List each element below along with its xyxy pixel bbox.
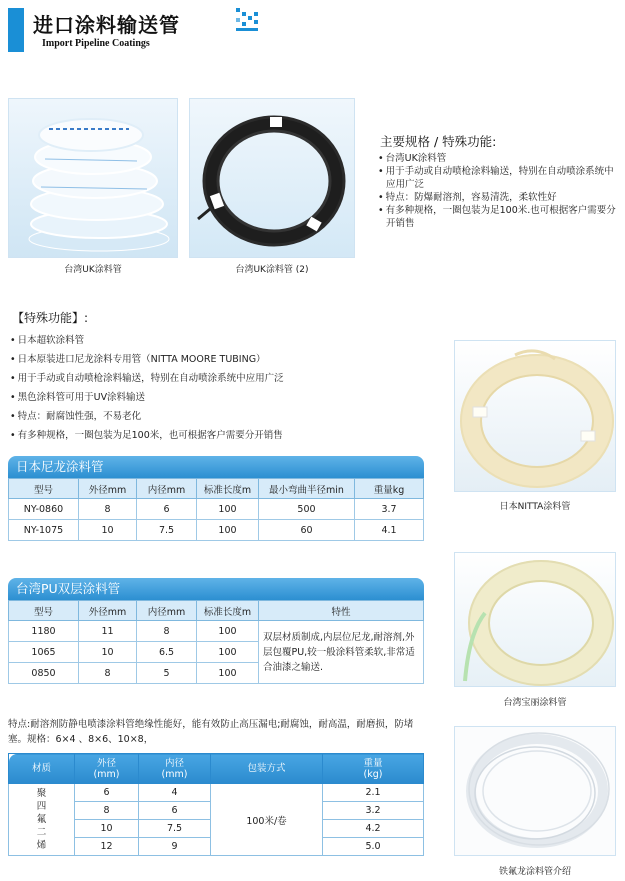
column-header: 标准长度m	[197, 479, 259, 499]
table-cell: 4.2	[323, 820, 424, 838]
teflon-note: 特点:耐溶剂防静电喷漆涂料管绝缘性能好，能有效防止高压漏电;耐腐蚀，耐高温，耐磨损，防堵塞。规格：6×4 、8×6、10×8，	[8, 719, 414, 745]
table-cell: 100	[197, 520, 259, 541]
feature-item: • 日本原装进口尼龙涂料专用管（NITTA MOORE TUBING）	[10, 350, 430, 369]
pu-table	[8, 578, 424, 684]
column-header: 型号	[9, 479, 79, 499]
column-header: 外径mm	[79, 601, 137, 621]
table-cell: 3.7	[355, 499, 424, 520]
table-cell: 100	[197, 621, 259, 642]
column-header	[139, 754, 211, 784]
table-row	[9, 499, 424, 520]
column-header: 外径mm	[79, 479, 137, 499]
spec-item: • 台湾UK涂料管	[378, 152, 623, 165]
column-header	[323, 754, 424, 784]
table-cell: 3.2	[323, 802, 424, 820]
table-cell: NY-0860	[9, 499, 79, 520]
column-header-unit: (mm)	[161, 768, 188, 780]
column-header: 内径mm	[137, 479, 197, 499]
spec-item: • 有多种规格，一圈包装为足100米.也可根据客户需要分开销售	[378, 204, 623, 230]
pixel-logo-icon	[236, 8, 258, 32]
table-cell: NY-1075	[9, 520, 79, 541]
column-header: 内径mm	[137, 601, 197, 621]
baoli-tube-photo	[454, 552, 616, 687]
table-header-row	[9, 479, 424, 499]
column-header-label: 内径	[164, 757, 184, 769]
table-cell: 100	[197, 499, 259, 520]
table-cell: 8	[75, 802, 139, 820]
table-cell: 6	[75, 784, 139, 802]
table-cell: 6.5	[137, 642, 197, 663]
table-cell: 1180	[9, 621, 79, 642]
page-title: 进口涂料输送管	[33, 13, 180, 37]
spec-item: • 特点：防爆耐溶剂，容易清洗，柔软性好	[378, 191, 623, 204]
column-header-unit: (mm)	[93, 768, 120, 780]
packing-cell: 100米/卷	[211, 784, 323, 856]
table-row	[9, 520, 424, 541]
table-cell: 5.0	[323, 838, 424, 856]
uk-tube-caption: 台湾UK涂料管	[64, 265, 122, 275]
teflon-table	[8, 753, 424, 856]
table-cell: 1065	[9, 642, 79, 663]
column-header-label: 材质	[31, 763, 51, 774]
table-header-row	[9, 754, 424, 784]
column-header-label: 包装方式	[247, 763, 286, 774]
table-cell: 9	[139, 838, 211, 856]
teflon-tube-caption: 铁氟龙涂料管介绍	[498, 867, 571, 877]
table-cell: 11	[79, 621, 137, 642]
material-cell	[9, 784, 75, 856]
table-cell: 6	[139, 802, 211, 820]
uk-tube-photo	[8, 98, 178, 258]
table-row	[9, 784, 424, 802]
table-cell: 100	[197, 663, 259, 684]
column-header	[75, 754, 139, 784]
pu-spec-table	[8, 600, 424, 684]
feature-item: • 日本超软涂料管	[10, 331, 430, 350]
table-cell: 10	[75, 820, 139, 838]
table-header-row	[9, 601, 424, 621]
nylon-table	[8, 456, 424, 541]
table-cell: 8	[79, 499, 137, 520]
column-header: 标准长度m	[197, 601, 259, 621]
uk-black-tube-caption: 台湾UK涂料管 (2)	[235, 265, 309, 275]
table-cell: 10	[79, 520, 137, 541]
features-list	[10, 331, 430, 445]
nitta-tube-caption: 日本NITTA涂料管	[499, 502, 571, 512]
property-cell: 双层材质制成,内层位尼龙,耐溶剂,外层包覆PU,较一般涂料管柔软,非常适合油漆之输送.	[259, 621, 424, 684]
table-cell: 12	[75, 838, 139, 856]
table-row	[9, 621, 424, 642]
column-header-label: 外径	[96, 757, 116, 769]
table-cell: 4	[139, 784, 211, 802]
teflon-tube-photo	[454, 726, 616, 856]
teflon-spec-table	[8, 753, 424, 856]
pu-table-title: 台湾PU双层涂料管	[8, 578, 424, 600]
column-header: 特性	[259, 601, 424, 621]
column-header: 型号	[9, 601, 79, 621]
nylon-table-title: 日本尼龙涂料管	[8, 456, 424, 478]
column-header-label: 重量	[363, 757, 383, 769]
column-header: 最小弯曲半径min	[259, 479, 355, 499]
uk-black-tube-photo	[189, 98, 355, 258]
table-cell: 10	[79, 642, 137, 663]
nitta-tube-photo	[454, 340, 616, 492]
material-label: 聚四氟二烯	[36, 788, 47, 851]
table-cell: 60	[259, 520, 355, 541]
feature-item: • 特点：耐腐蚀性强，不易老化	[10, 407, 430, 426]
table-cell: 5	[137, 663, 197, 684]
nylon-spec-table	[8, 478, 424, 541]
table-cell: 500	[259, 499, 355, 520]
features-heading: 【特殊功能】:	[12, 311, 89, 325]
specs-heading: 主要规格 / 特殊功能:	[380, 134, 497, 149]
table-cell: 100	[197, 642, 259, 663]
header-accent-bar	[8, 8, 24, 52]
baoli-tube-caption: 台湾宝丽涂料管	[503, 698, 567, 708]
table-cell: 2.1	[323, 784, 424, 802]
table-cell: 4.1	[355, 520, 424, 541]
table-cell: 8	[79, 663, 137, 684]
feature-item: • 用于手动或自动喷枪涂料输送，特别在自动喷涂系统中应用广泛	[10, 369, 430, 388]
page-subtitle: Import Pipeline Coatings	[42, 38, 150, 49]
feature-item: • 黑色涂料管可用于UV涂料输送	[10, 388, 430, 407]
table-cell: 6	[137, 499, 197, 520]
table-cell: 7.5	[137, 520, 197, 541]
table-cell: 7.5	[139, 820, 211, 838]
feature-item: • 有多种规格，一圈包装为足100米，也可根据客户需要分开销售	[10, 426, 430, 445]
column-header	[9, 754, 75, 784]
column-header: 重量kg	[355, 479, 424, 499]
table-cell: 0850	[9, 663, 79, 684]
column-header-unit: (kg)	[363, 768, 383, 780]
specs-list	[378, 152, 623, 230]
table-cell: 8	[137, 621, 197, 642]
column-header	[211, 754, 323, 784]
spec-item: • 用于手动或自动喷枪涂料输送，特别在自动喷涂系统中应用广泛	[378, 165, 623, 191]
